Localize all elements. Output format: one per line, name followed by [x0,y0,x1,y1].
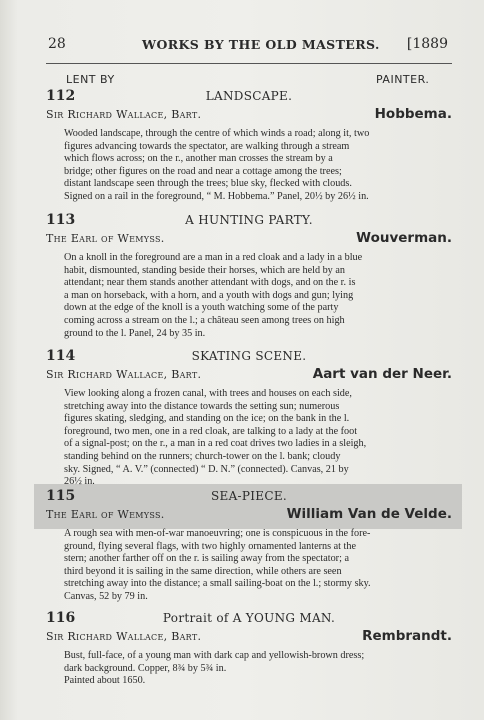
entry-lender: The Earl of Wemyss. [46,508,165,521]
entry-number: 113 [46,212,76,228]
entry-description [66,252,452,340]
entry-painter: Aart van der Neer. [312,366,452,382]
description-line: stern; another farther off on the r. is sailing away from the spectator; a [64,553,349,565]
description-line: of a signal-post; on the r., a man in a red coat drives two ladies in a sleigh, [64,438,367,450]
description-line: stretching away into the distance; a small sailing-boat on the l.; stormy sky. [64,578,371,590]
description-line: third beyond it is sailing in the same direction, while others are seen [64,565,342,577]
entry-number: 116 [46,610,76,626]
year-label: [1889 [406,36,448,52]
entry-title: SEA-PIECE. [210,489,288,503]
entry-description [66,650,452,688]
description-line: View looking along a frozen canal, with trees and houses on each side, [64,388,352,399]
description-line: dark background. Copper, 8¾ by 5¾ in. [64,662,227,674]
description-line: attendant; near them stands another attendant with dogs, and on the r. is [64,277,356,289]
description-line: down at the edge of the knoll is a youth watching some of the party [64,302,339,314]
description-line: Bust, full-face, of a young man with dark cap and yellowish-brown dress; [64,650,365,661]
entry-number: 112 [46,88,76,104]
description-line: ground, flying several flags, with two highly ornamented lanterns at the [64,540,356,552]
description-line: foreground, two men, one in a red cloak, are talking to a lady at the foot [64,425,358,437]
description-line: which flows across; on the r., another man crosses the stream by a [64,153,333,165]
catalogue-entry-113 [46,212,452,342]
lent-by-heading: LENT BY [66,73,115,86]
description-line: coming across a stream on the l.; a château seen among trees on high [64,314,345,326]
entry-title: SKATING SCENE. [191,349,307,363]
description-line: Painted about 1650. [64,675,146,687]
description-line: figures skating, sledging, and standing on the ice; on the bank in the l. [64,413,350,425]
catalogue-entry-112 [46,88,452,206]
page-number: 28 [48,36,66,52]
description-line: Wooded landscape, through the centre of which winds a road; along it, two [64,128,370,139]
entry-lender: Sir Richard Wallace, Bart. [46,108,202,121]
description-line: Signed on a rail in the foreground, “ M. Hobbema.” Panel, 20½ by 26½ in. [64,190,369,202]
entry-number: 115 [46,488,76,504]
painter-heading: PAINTER. [376,73,430,86]
description-line: standing behind on the runners; church-tower on the l. bank; cloudy [64,450,341,462]
entry-painter: Rembrandt. [362,628,452,644]
description-line: 26½ in. [64,476,95,488]
description-line: stretching away into the distance towards the setting sun; numerous [64,400,340,412]
catalogue-entry-115 [46,488,452,602]
description-line: habit, dismounted, standing beside their horses, which are held by an [64,264,345,276]
running-title: WORKS BY THE OLD MASTERS. [142,37,380,52]
running-header [48,36,448,56]
catalogue-entry-114 [46,348,452,488]
description-line: distant landscape seen through the trees; blue sky, flecked with clouds. [64,178,352,190]
entry-title: LANDSCAPE. [205,89,293,103]
description-line: ground to the l. Panel, 24 by 35 in. [64,327,206,339]
description-line: On a knoll in the foreground are a man in a red cloak and a lady in a blue [64,252,363,263]
description-line: bridge; other figures on the road and near a cottage among the trees; [64,165,342,177]
entry-painter: Hobbema. [374,106,452,122]
entry-lender: Sir Richard Wallace, Bart. [46,630,202,643]
entry-title: Portrait of A YOUNG MAN. [162,611,336,625]
description-line: Canvas, 52 by 79 in. [64,590,148,602]
description-line: figures advancing towards the spectator, are walking through a stream [64,140,350,152]
entry-painter: William Van de Velde. [286,506,452,522]
entry-lender: The Earl of Wemyss. [46,232,165,245]
description-line: a man on horseback, with a horn, and a youth with dogs and gun; lying [64,289,354,301]
description-line: sky. Signed, “ A. V.” (connected) “ D. N.” (connected). Canvas, 21 by [64,463,349,475]
entry-lender: Sir Richard Wallace, Bart. [46,368,202,381]
entry-description [66,388,452,489]
catalogue-entry-116 [46,610,452,700]
entry-title: A HUNTING PARTY. [185,213,313,227]
description-line: A rough sea with men-of-war manoeuvring; one is conspicuous in the fore- [64,528,371,539]
entry-description [66,128,452,204]
entry-number: 114 [46,348,76,364]
entry-painter: Wouverman. [356,230,452,246]
header-rule [46,63,452,64]
entry-description [66,528,452,604]
